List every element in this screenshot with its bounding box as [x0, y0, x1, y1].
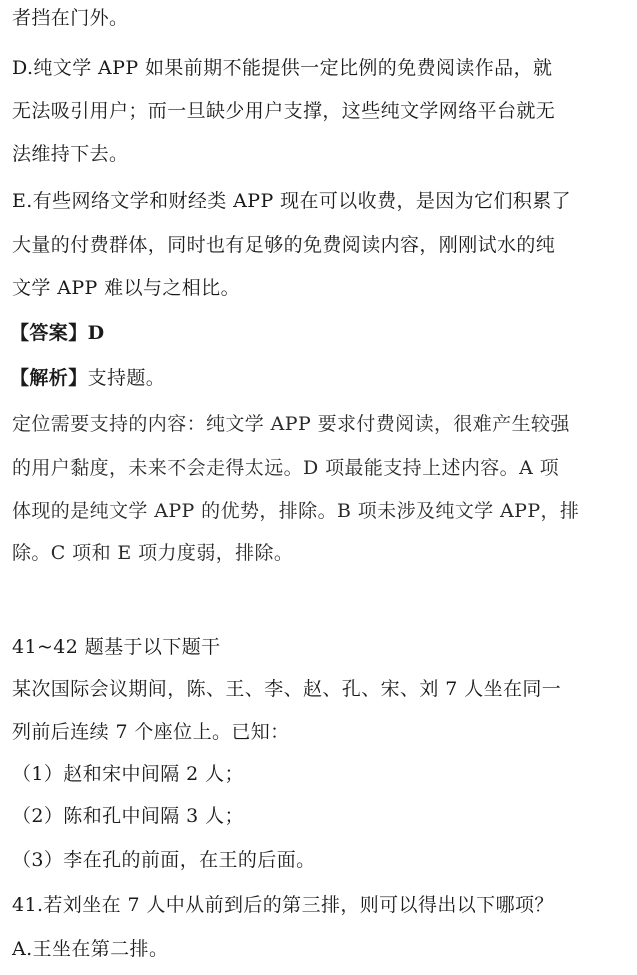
stem-line: 某次国际会议期间，陈、王、李、赵、孔、宋、刘 7 人坐在同一 [12, 678, 562, 700]
stem-line: 列前后连续 7 个座位上。已知： [12, 721, 290, 743]
condition-item: （2）陈和孔中间隔 3 人； [12, 805, 244, 827]
question-group-header: 41~42 题基于以下题干 [12, 636, 221, 658]
answer-value: D [87, 322, 105, 344]
option-d-line: 法维持下去。 [12, 143, 129, 165]
condition-item: （1）赵和宋中间隔 2 人； [12, 763, 244, 785]
analysis-type: 支持题。 [87, 367, 166, 389]
answer-line [10, 321, 105, 345]
option-d-line: D.纯文学 APP 如果前期不能提供一定比例的免费阅读作品，就 [12, 57, 553, 79]
analysis-line: 定位需要支持的内容：纯文学 APP 要求付费阅读，很难产生较强 [12, 413, 570, 435]
answer-label: 【答案】 [10, 322, 88, 344]
analysis-label: 【解析】 [10, 367, 88, 389]
option-e-line: E.有些网络文学和财经类 APP 现在可以收费，是因为它们积累了 [12, 190, 572, 212]
analysis-line: 的用户黏度，未来不会走得太远。D 项最能支持上述内容。A 项 [12, 457, 560, 479]
passage-line: 者挡在门外。 [12, 7, 129, 29]
option-e-line: 大量的付费群体，同时也有足够的免费阅读内容，刚刚试水的纯 [12, 234, 556, 256]
analysis-heading [10, 366, 165, 390]
condition-item: （3）李在孔的前面，在王的后面。 [12, 849, 316, 871]
analysis-line: 除。C 项和 E 项力度弱，排除。 [12, 542, 294, 564]
option-e-line: 文学 APP 难以与之相比。 [12, 277, 240, 299]
option-d-line: 无法吸引用户；而一旦缺少用户支撑，这些纯文学网络平台就无 [12, 100, 556, 122]
question-41-prompt: 41.若刘坐在 7 人中从前到后的第三排，则可以得出以下哪项？ [12, 894, 554, 916]
question-41-option-a: A.王坐在第二排。 [12, 938, 169, 960]
analysis-line: 体现的是纯文学 APP 的优势，排除。B 项未涉及纯文学 APP，排 [12, 500, 580, 522]
